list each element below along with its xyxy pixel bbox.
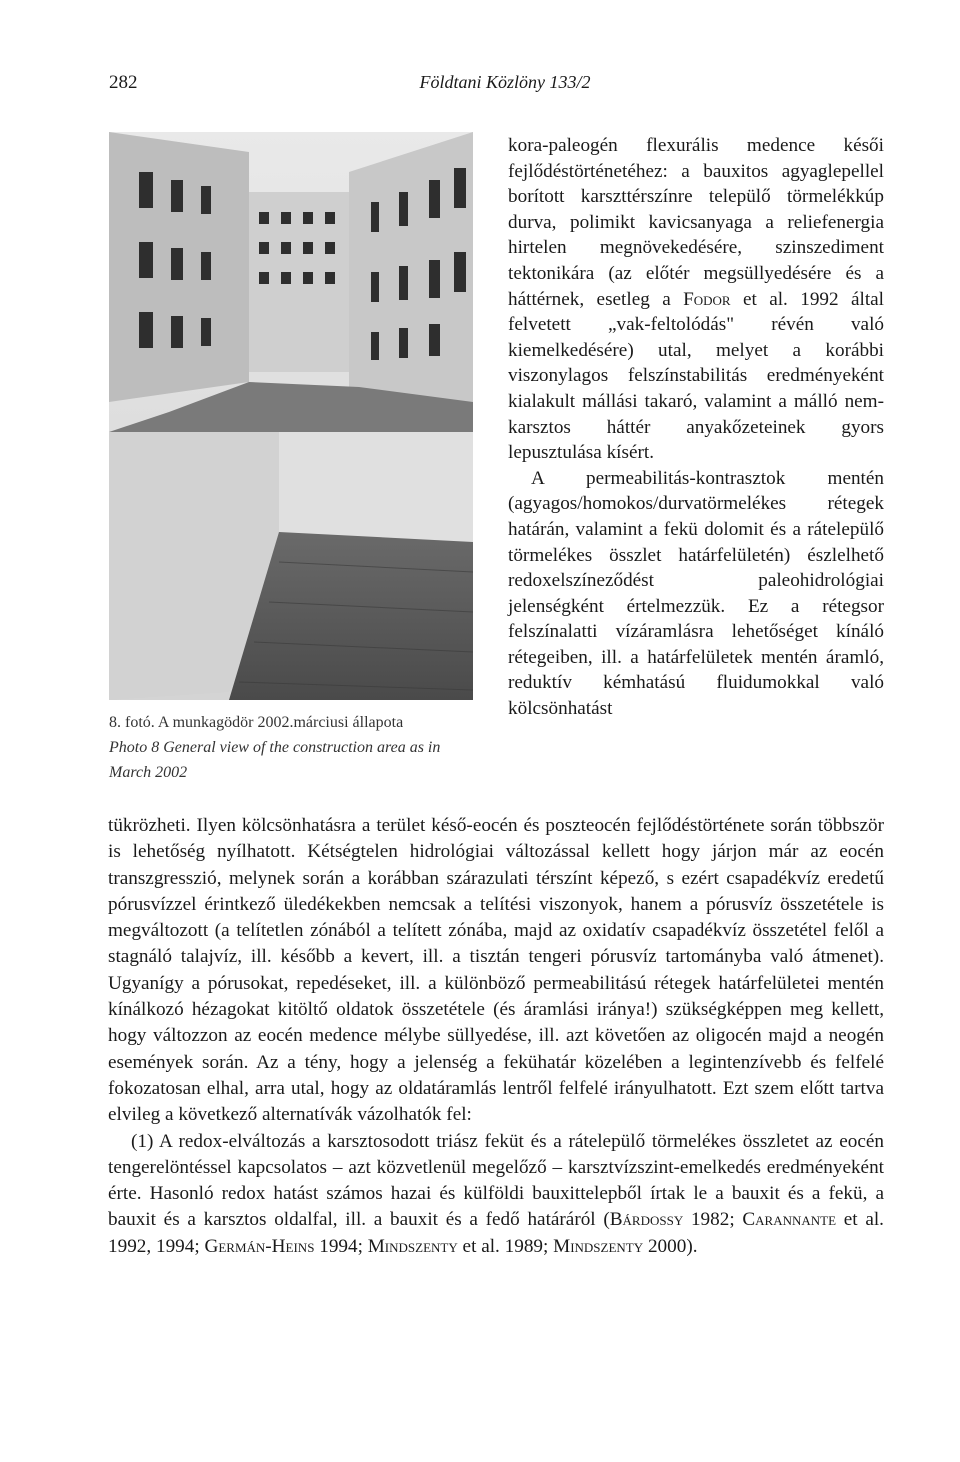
text-span: et al. 1989; xyxy=(457,1235,554,1257)
text-span: et al. 1992, 1994; xyxy=(108,1209,884,1257)
author-name: Germán-Heins xyxy=(204,1235,315,1257)
text-span: (1) A redox-elváltozás a karsztosodott triász feküt és a rátelepülő törmelékes összletet az eocén tengerelöntéssel kapcsolatos – azt közvetlenül megelőző – karsztvízszint-emelkedés eredményeként érte. Hasonló redox hatást számos hazai és külföldi bauxittelepből írtak le a bauxit és a fekü, a bauxit és a karsztos oldalfal, ill. a bauxit és a fedő határáról ( xyxy=(108,1130,884,1231)
paragraph-1 xyxy=(508,133,884,466)
paragraph-3 xyxy=(108,1129,884,1260)
text-span: 1982; xyxy=(683,1209,743,1231)
full-width-text xyxy=(108,813,884,1260)
author-name: Mindszenty xyxy=(553,1235,644,1257)
paragraph-2: A permeabilitás-kontrasztok mentén (agyagos/homokos/durvatörmelékes rétegek határán, valamint a fekü dolomit és a rátelepülő törmelékes összlet határfelületén) észlelhető redoxelszíneződést paleohidrológiai jelenségként értelmezzük. Ez a rétegsor felszínalatti vízáramlásra lehetőséget kínáló rétegeiben, ill. a határfelületek mentén áramló, reduktív kémhatású fluidumokkal való kölcsönhatást xyxy=(508,467,884,720)
page-number: 282 xyxy=(109,72,138,93)
figure-caption xyxy=(109,710,481,785)
author-name: Carannante xyxy=(742,1209,837,1231)
author-name: Fodor xyxy=(683,288,731,310)
paragraph-2-continued: tükrözheti. Ilyen kölcsönhatásra a terület késő-eocén és poszteocén fejlődéstörténete során többször is lehetőség nyílhatott. Kétségtelen hidrológiai változással kellett hogy járjon már az eocén transzgresszió, melynek során a korábban szárazulati térszínt képező, s ezért csapadékvíz eredetű pórusvízzel érintkező üledékekben nemcsak a telítési viszonyok, hanem a pórusvíz összetétele is megváltozott (a telítetlen zónából a telített zónába, majd az oxidatív csapadékvíz összetétel felől a stagnáló talajvíz, ill. később a kevert, ill. a tisztán tengeri pórusvíz tartományba való átmenet). Ugyanígy a pórusokat, repedéseket, ill. a különböző permeabilitású rétegek határfelületei mentén kínálkozó hézagokat kitöltő oldatok összetétele (és áramlási iránya!) szükségképpen meg kellett, hogy változzon az eocén medence mélybe süllyedése, ill. azt követően az oligocén majd a neogén események során. Az a tény, hogy a jelenség a fekühatár közelében a legintenzívebb és felfelé fokozatosan elhal, arra utal, hogy az oldatáramlás lentről felfelé irányulhatott. Ezt szem előtt tartva elvileg a következő alternatívák vázolhatók fel: xyxy=(108,815,884,1126)
caption-hungarian: 8. fotó. A munkagödör 2002.márciusi állapota xyxy=(109,714,404,731)
journal-title: Földtani Közlöny 133/2 xyxy=(419,72,591,92)
text-span: et al. 1992 által felvetett „vak-feltolódás" révén való kiemelkedésére) utal, melyet a korábbi viszonylagos felszínstabilitás eredményeként kialakult mállási takaró, valamint a málló nem-karsztos háttér anyakőzeteinek gyors lepusztulása kísért. xyxy=(508,288,884,464)
text-span: 2000). xyxy=(643,1235,698,1257)
column-text xyxy=(508,133,884,722)
caption-english: Photo 8 General view of the construction area as in March 2002 xyxy=(109,739,441,781)
author-name: Mindszenty xyxy=(367,1235,458,1257)
text-span: 1994; xyxy=(314,1235,368,1257)
text-span: kora-paleogén flexurális medence késői fejlődéstörténetéhez: a bauxitos agyaglepellel borított karszttérszínre települő törmelékkúp durva, polimikt kavicsanyaga a reliefenergia hirtelen megnövekedésére, szinszediment tektonikára (az előtér megsüllyedésére és a háttérnek, esetleg a xyxy=(508,135,884,310)
author-name: Bárdossy xyxy=(609,1209,684,1231)
construction-site-photo xyxy=(109,132,473,700)
